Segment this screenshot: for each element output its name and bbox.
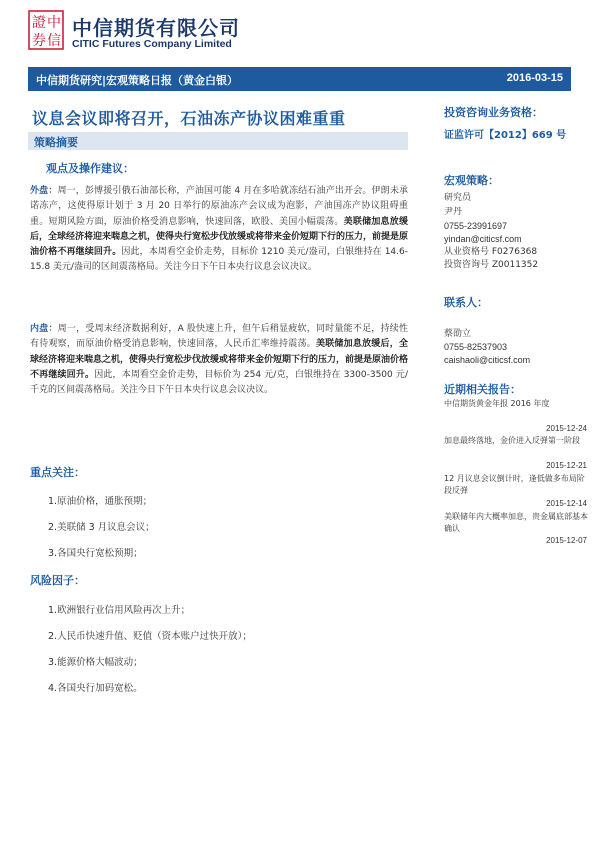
view-heading: 观点及操作建议：: [46, 162, 134, 175]
external-lead: 外盘：: [30, 186, 58, 196]
external-paragraph: [30, 184, 408, 276]
summary-section-bar: [28, 132, 408, 150]
focus-item: 2.美联储 3 月议息会议；: [48, 522, 155, 533]
report-date-item: 2015-12-21: [546, 461, 587, 470]
report-date-item: 2015-12-14: [546, 499, 587, 508]
focus-item: 3.各国央行宽松预期；: [48, 548, 143, 559]
license-text: 证监许可【2012】669 号: [444, 130, 567, 141]
banner-title: 中信期货研究|宏观策略日报（黄金白银）: [36, 74, 239, 87]
company-name-en: CITIC Futures Company Limited: [72, 38, 232, 50]
svg-text:信: 信: [47, 33, 61, 49]
report-item[interactable]: 12 月议息会议倒计时，逢低做多布局阶段反弹: [444, 474, 585, 495]
researcher-email[interactable]: yindan@citicsf.com: [444, 234, 522, 244]
citic-logo-icon: [28, 10, 64, 50]
license-heading: 投资咨询业务资格：: [444, 106, 543, 119]
focus-item: 1.原油价格，通胀预期；: [48, 496, 153, 507]
external-text-2: 因此，本周看空金价走势，目标价 1210 美元/盎司，白银维持在 14.6-15.8 美元/盎司的区间震荡格局。关注今日下午日本央行议息会议决议。: [30, 247, 408, 273]
internal-bold: 美联储加息放缓后，全球经济将迎来喘息之机，使得央行宽松步伐放缓或将带来金价短期下行的压力，前提是原油价格不再继续回升。: [30, 339, 409, 380]
macro-heading: 宏观策略：: [444, 174, 499, 187]
external-bold: 美联储加息放缓后，全球经济将迎来喘息之机，使得央行宽松步伐放缓或将带来金价短期下行的压力，前提是原油价格不再继续回升。: [30, 216, 409, 258]
page-title: 议息会议即将召开，石油冻产协议困难重重: [32, 109, 346, 128]
report-banner: [28, 67, 571, 91]
internal-paragraph: [30, 322, 408, 398]
contact-heading: 联系人：: [444, 296, 488, 309]
risk-heading: 风险因子：: [30, 574, 85, 587]
report-date-item: 2015-12-24: [546, 424, 587, 433]
risk-item: 4.各国央行加码宽松。: [48, 683, 143, 694]
internal-text-2: 因此，本周看空金价走势，目标价为 254 元/克，白银维持在 3300-3500 元/千克的区间震荡格局。关注今日下午日本央行议息会议决议。: [30, 369, 408, 396]
report-date-item: 2015-12-07: [546, 536, 587, 545]
researcher-advisory: 投资咨询号 Z0011352: [444, 260, 539, 270]
focus-heading: 重点关注：: [30, 466, 85, 479]
svg-text:證: 證: [32, 15, 46, 31]
contact-name: 蔡劭立: [444, 329, 472, 339]
report-item[interactable]: 美联储年内大概率加息，贵金属底部基本确认: [444, 512, 588, 533]
researcher-phone: 0755-23991697: [444, 221, 508, 231]
external-text-1: 周一，彭博援引俄石油部长称，产油国可能 4 月在多哈就冻结石油产出开会。伊朗未承诺冻产，这使得原计划于 3 月 20 日举行的原油冻产会议成为泡影，产油国冻产协议阻碍重重。短期风险方面，原油价格受消息影响，快速回落，欧股、美国小幅震荡。: [30, 186, 408, 227]
internal-lead: 内盘：: [30, 324, 58, 334]
researcher-name: 尹丹: [444, 207, 463, 217]
summary-label: 策略摘要: [34, 136, 78, 149]
internal-text-1: 周一，受周末经济数据利好，A 股快速上升，但午后稍显疲软，同时量能不足，持续性有待观察，而原油价格受消息影响，快速回落，人民币汇率维持震荡。: [30, 324, 408, 350]
risk-item: 2.人民币快速升值、贬值（资本账户过快开放）；: [48, 631, 252, 642]
svg-text:中: 中: [47, 15, 61, 31]
risk-item: 3.能源价格大幅波动；: [48, 657, 143, 668]
report-item[interactable]: 中信期货黄金年报 2016 年度: [444, 399, 550, 408]
report-item[interactable]: 加息最终落地，金价进入反弹第一阶段: [444, 436, 580, 445]
company-name-cn: 中信期货有限公司: [72, 16, 240, 40]
svg-text:券: 券: [32, 33, 46, 49]
researcher-role: 研究员: [444, 193, 472, 203]
reports-heading: 近期相关报告：: [444, 383, 521, 396]
contact-phone: 0755-82537903: [444, 342, 508, 352]
contact-email[interactable]: caishaoli@citicsf.com: [444, 355, 531, 365]
report-date: 2016-03-15: [506, 72, 563, 84]
researcher-cert: 从业资格号 F0276368: [444, 247, 538, 257]
risk-item: 1.欧洲银行业信用风险再次上升；: [48, 605, 191, 616]
